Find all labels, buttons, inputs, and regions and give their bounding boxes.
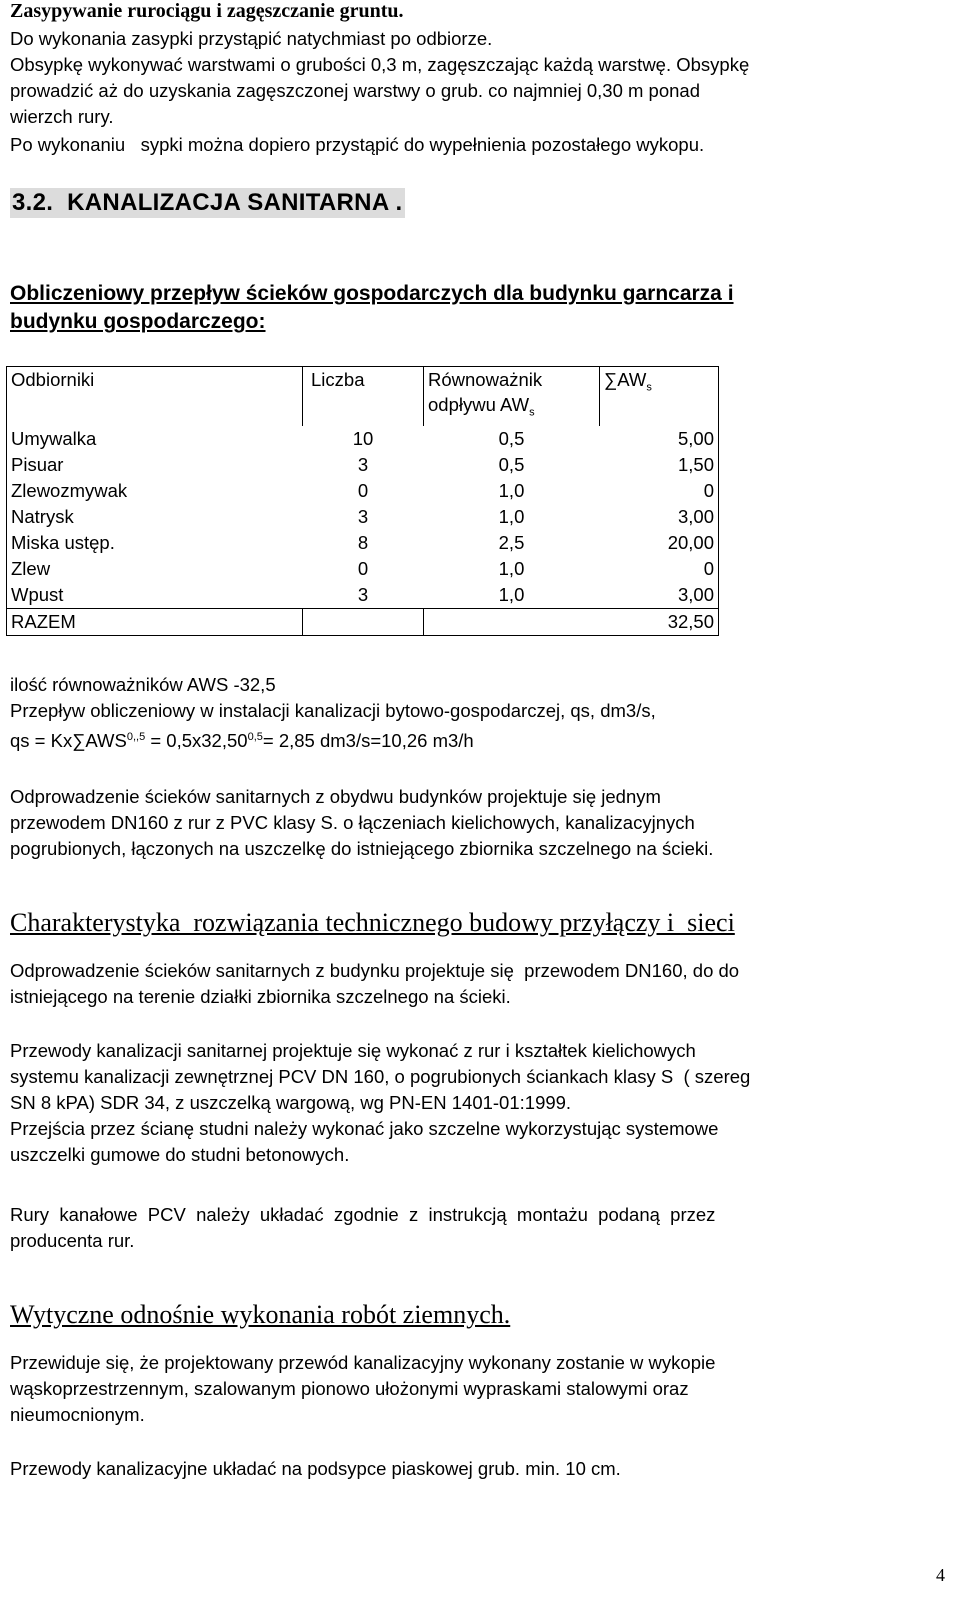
row-name: Zlewozmywak (7, 478, 303, 504)
header-sum-sub: s (646, 381, 652, 394)
total-label: RAZEM (7, 608, 303, 635)
calc-line-1: ilość równoważników AWS -32,5 (10, 674, 276, 695)
header-liczba: Liczba (303, 367, 424, 426)
calc-formula-part-a: qs = Kx∑AWS (10, 730, 127, 752)
char-para2-line-1: Przewody kanalizacji sanitarnej projektuje się wykonać z rur i kształtek kielichowych (10, 1040, 696, 1061)
header-rownowaznik-line1: Równoważnik (428, 369, 543, 390)
backfill-line-4: wierzch rury. (10, 106, 114, 127)
row-sum: 5,00 (600, 426, 719, 452)
row-count: 0 (357, 557, 369, 579)
char-para3-line-1: Rury kanałowe PCV należy układać zgodnie z instrukcją montażu podaną przez (10, 1204, 716, 1225)
calc-formula-part-b: = 0,5x32,50 (145, 730, 248, 752)
charakterystyka-heading: Charakterystyka rozwiązania technicznego budowy przyłączy i sieci (10, 908, 735, 937)
char-para1-line-2: istniejącego na terenie działki zbiornika szczelnego na ścieki. (10, 986, 511, 1007)
table-row (7, 582, 719, 609)
row-count: 0 (357, 479, 369, 501)
table-header-row (7, 367, 719, 426)
sum-symbol: ∑AW (604, 369, 647, 390)
calc-exponent-1: 0,,5 (126, 731, 146, 743)
backfill-line-2: Obsypkę wykonywać warstwami o grubości 0,3 m, zagęszczając każdą warstwę. Obsypkę (10, 54, 750, 75)
row-sum: 0 (600, 556, 719, 582)
table-row (7, 478, 719, 504)
char-para2-line-3: SN 8 kPA) SDR 34, z uszczelką wargową, wg PN-EN 1401-01:1999. (10, 1092, 572, 1113)
total-blank-cell (303, 608, 424, 635)
row-sum: 3,00 (600, 582, 719, 609)
section-title: 3.2. KANALIZACJA SANITARNA . (12, 189, 403, 216)
wytyczne-heading: Wytyczne odnośnie wykonania robót ziemnych. (10, 1300, 511, 1329)
table-row (7, 530, 719, 556)
discharge-line-1: Odprowadzenie ścieków sanitarnych z obydwu budynków projektuje się jednym (10, 786, 661, 807)
table-row (7, 504, 719, 530)
row-eq: 0,5 (498, 453, 525, 475)
row-name: Umywalka (7, 426, 303, 452)
discharge-line-3: pogrubionych, łączonych na uszczelkę do istniejącego zbiornika szczelnego na ścieki. (10, 838, 714, 859)
wytyczne-para1-line-2: wąskoprzestrzennym, szalowanym pionowo ułożonymi wypraskami stalowymi oraz (10, 1378, 689, 1399)
table-row (7, 452, 719, 478)
row-count: 8 (357, 531, 369, 553)
char-para2-line-5: uszczelki gumowe do studni betonowych. (10, 1144, 350, 1165)
total-value: 32,50 (600, 608, 719, 635)
calc-formula-part-c: = 2,85 dm3/s=10,26 m3/h (262, 730, 474, 752)
char-para1-line-1: Odprowadzenie ścieków sanitarnych z budynku projektuje się przewodem DN160, do do (10, 960, 740, 981)
char-para3-line-2: producenta rur. (10, 1230, 135, 1251)
char-para2-line-4: Przejścia przez ścianę studni należy wykonać jako szczelne wykorzystując systemowe (10, 1118, 719, 1139)
row-count: 3 (357, 505, 369, 527)
header-sum-aws (600, 367, 719, 426)
calc-line-2: Przepływ obliczeniowy w instalacji kanalizacji bytowo-gospodarczej, qs, dm3/s, (10, 700, 656, 721)
char-para2-line-2: systemu kanalizacji zewnętrznej PCV DN 160, o pogrubionych ściankach klasy S ( szereg (10, 1066, 751, 1087)
backfill-line-1: Do wykonania zasypki przystąpić natychmiast po odbiorze. (10, 28, 493, 49)
row-sum: 3,00 (600, 504, 719, 530)
page-number: 4 (936, 1565, 945, 1585)
row-sum: 1,50 (600, 452, 719, 478)
total-empty-cell (424, 608, 600, 635)
row-eq: 1,0 (498, 583, 525, 605)
row-eq: 0,5 (498, 427, 525, 449)
wytyczne-para1-line-1: Przewiduje się, że projektowany przewód kanalizacyjny wykonany zostanie w wykopie (10, 1352, 716, 1373)
calc-exponent-2: 0,5 (247, 731, 263, 743)
flow-table (6, 366, 719, 636)
row-sum: 20,00 (600, 530, 719, 556)
flow-heading-line-2: budynku gospodarczego: (10, 310, 266, 333)
flow-heading-line-1: Obliczeniowy przepływ ścieków gospodarczych dla budynku garncarza i (10, 282, 734, 305)
row-count: 10 (352, 427, 374, 449)
row-eq: 1,0 (498, 505, 525, 527)
discharge-line-2: przewodem DN160 z rur z PVC klasy S. o łączeniach kielichowych, kanalizacyjnych (10, 812, 695, 833)
wytyczne-para2: Przewody kanalizacyjne układać na podsypce piaskowej grub. min. 10 cm. (10, 1458, 621, 1479)
row-name: Miska ustęp. (7, 530, 303, 556)
table-row (7, 426, 719, 452)
row-count: 3 (357, 583, 369, 605)
header-odbiorniki: Odbiorniki (7, 367, 303, 426)
calc-line-3 (10, 724, 474, 754)
row-sum: 0 (600, 478, 719, 504)
table-total-row (7, 608, 719, 635)
table-row (7, 556, 719, 582)
header-rownowaznik (424, 367, 600, 426)
row-name: Zlew (7, 556, 303, 582)
row-count: 3 (357, 453, 369, 475)
row-eq: 1,0 (498, 557, 525, 579)
backfill-title: Zasypywanie rurociągu i zagęszczanie gruntu. (10, 0, 404, 22)
row-name: Pisuar (7, 452, 303, 478)
row-name: Wpust (7, 582, 303, 609)
row-eq: 1,0 (498, 479, 525, 501)
backfill-line-3: prowadzić aż do uzyskania zagęszczonej warstwy o grub. co najmniej 0,30 m ponad (10, 80, 701, 101)
row-eq: 2,5 (498, 531, 525, 553)
backfill-line-5: Po wykonaniu sypki można dopiero przystąpić do wypełnienia pozostałego wykopu. (10, 134, 705, 155)
header-rownowaznik-sub: s (529, 406, 535, 419)
row-name: Natrysk (7, 504, 303, 530)
header-rownowaznik-line2: odpływu AW (428, 394, 530, 415)
wytyczne-para1-line-3: nieumocnionym. (10, 1404, 145, 1425)
